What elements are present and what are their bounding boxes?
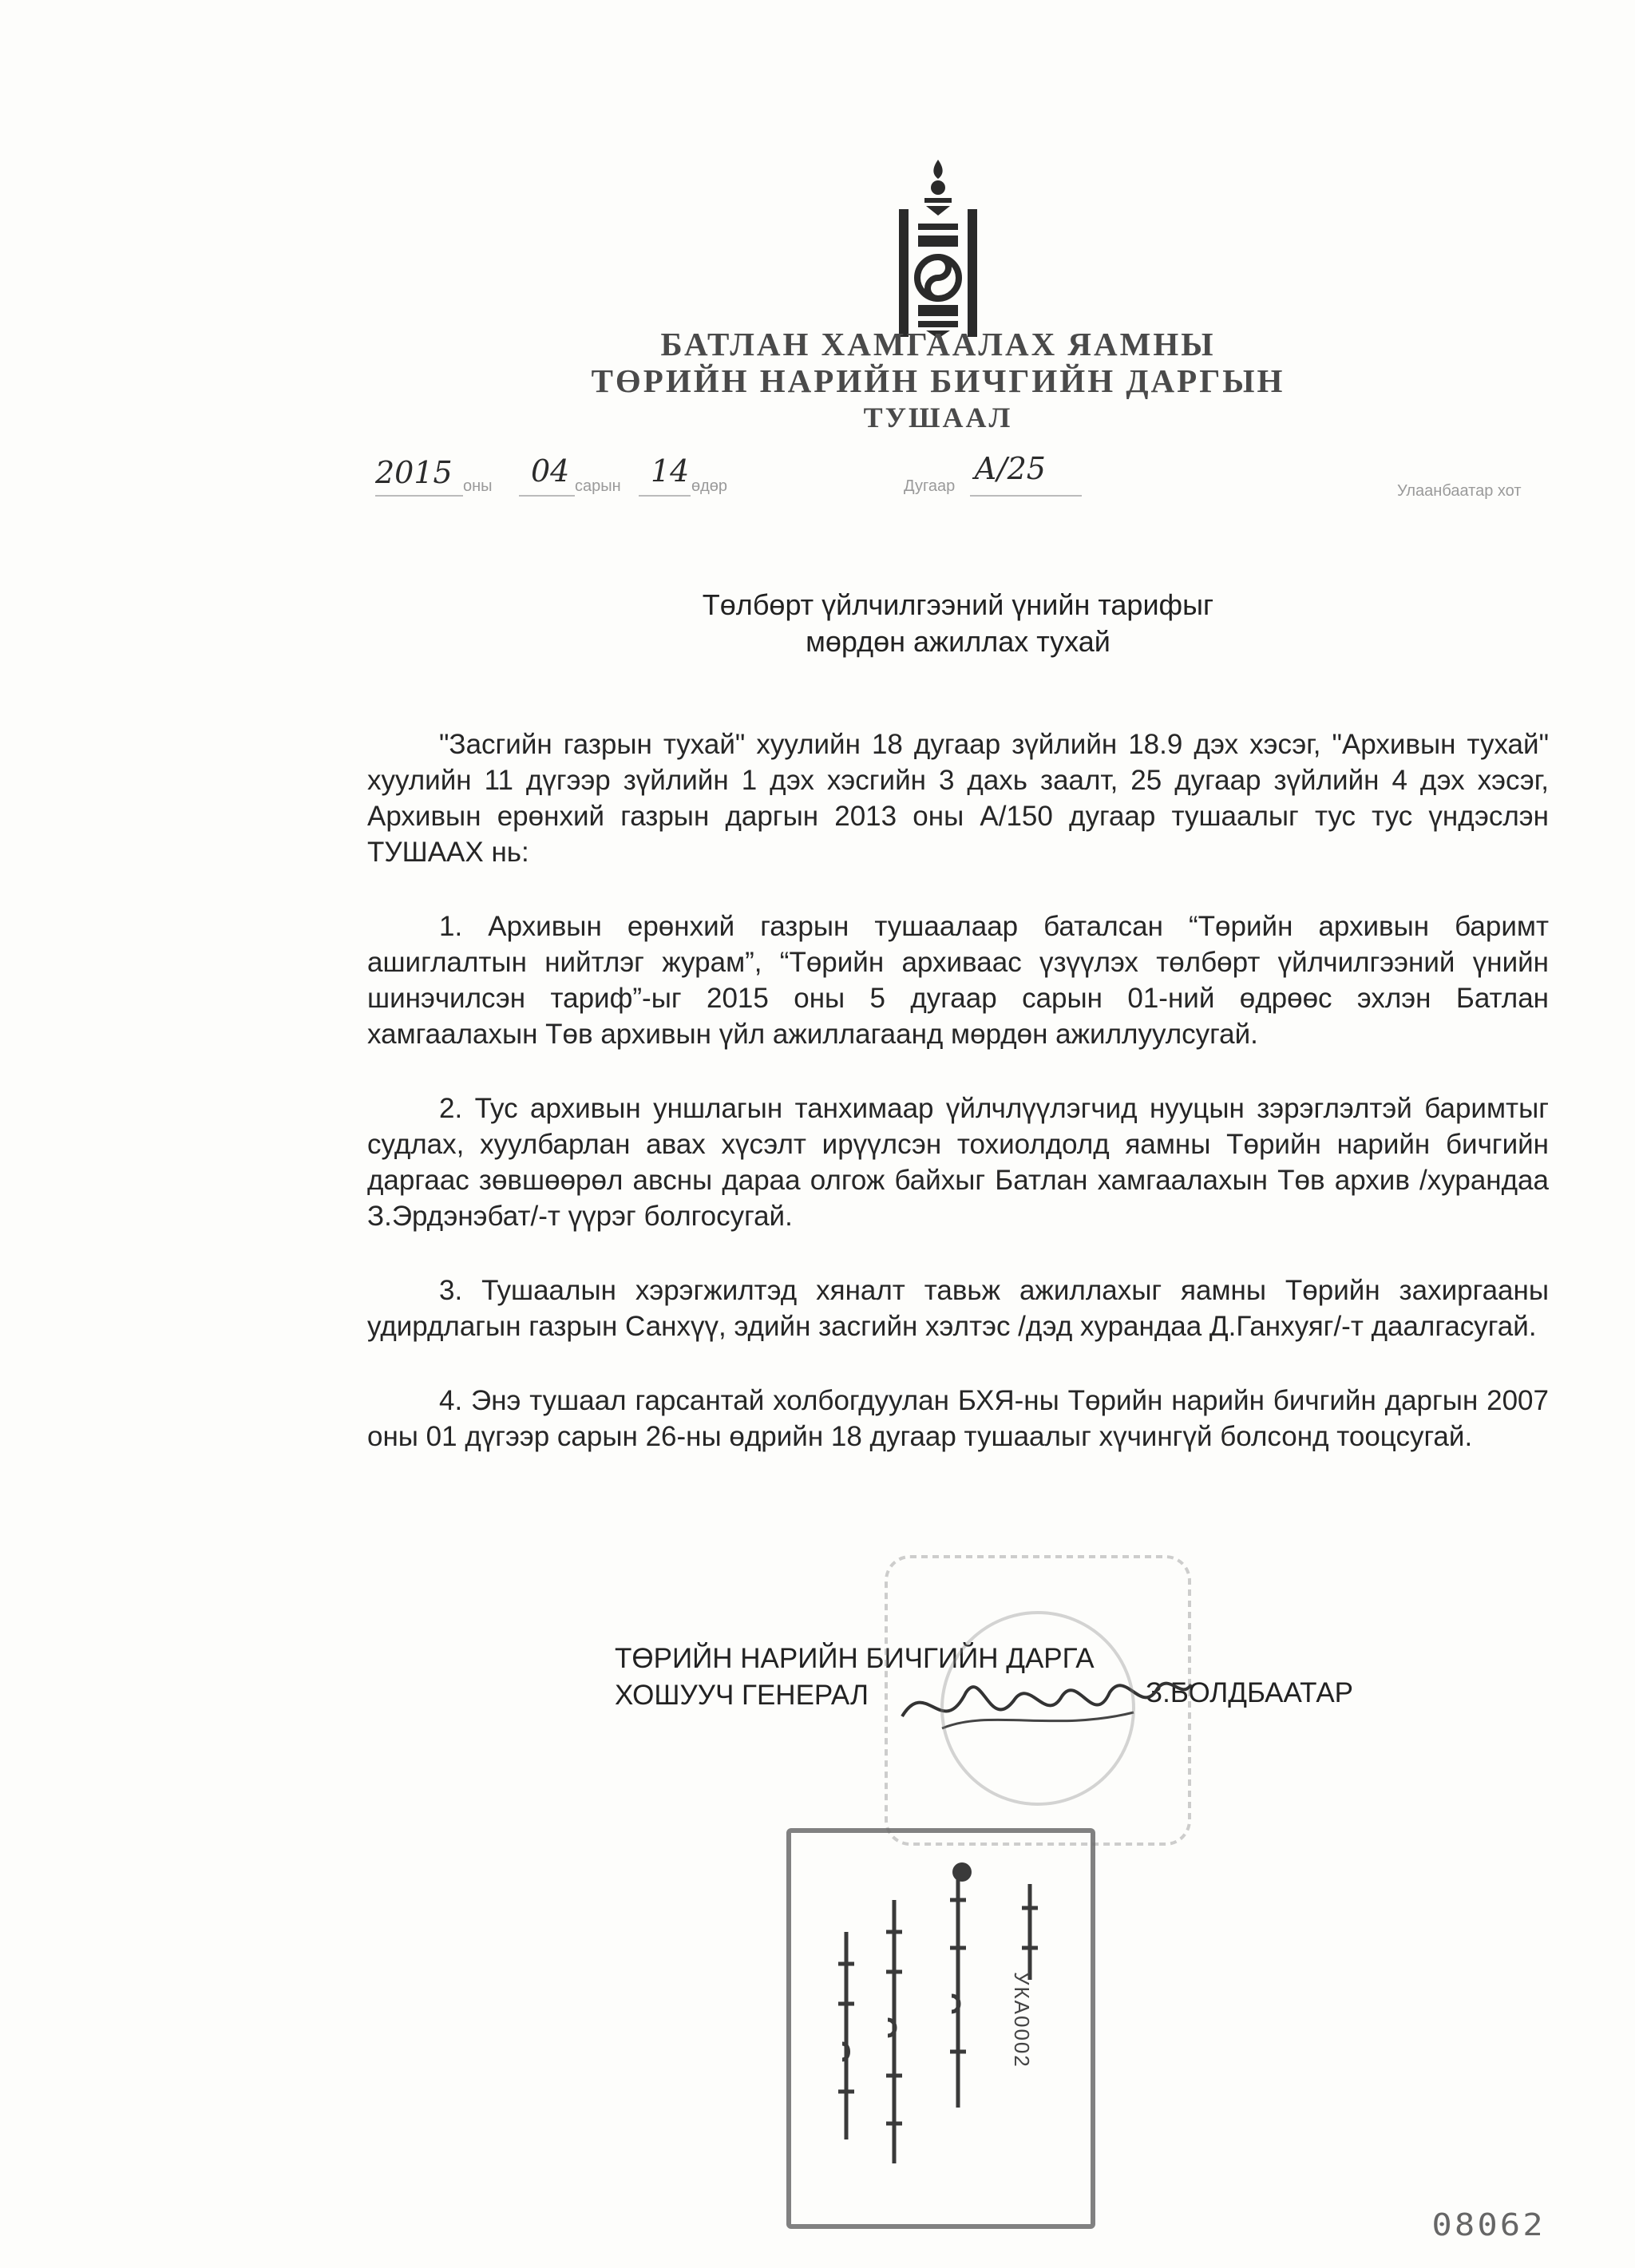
order-number: А/25 xyxy=(974,451,1046,486)
title-line-2: мөрдөн ажиллах тухай xyxy=(806,625,1110,658)
document-title xyxy=(479,587,1437,660)
body-item-2: 2. Тус архивын уншлагын танхимаар үйлчлүүлэгчид нууцын зэрэглэлтэй баримтыг судлах, хуулбарлан авах хүсэлт ирүүлсэн тохиолдолд яамны Төрийн нарийн бичгийн даргаас зөвшөөрөл авсны дараа олгож байхыг Батлан хамгаалахын Төв архив /хурандаа З.Эрдэнэбат/-т үүрэг болгосугай. xyxy=(367,1093,1549,1232)
date-day: 14 xyxy=(651,453,690,489)
order-number-label: Дугаар xyxy=(904,477,956,495)
official-seal xyxy=(870,1549,1205,1852)
document-body xyxy=(367,726,1549,1493)
date-month-label: сарын xyxy=(575,477,621,495)
body-item-3: 3. Тушаалын хэрэгжилтэд хяналт тавьж ажиллахыг яамны Төрийн захиргааны удирдлагын газрын Санхүү, эдийн засгийн хэлтэс /дэд хурандаа Д.Ганхуяг/-т даалгасугай. xyxy=(367,1275,1549,1342)
date-month: 04 xyxy=(531,453,570,489)
date-day-label: өдөр xyxy=(691,477,728,495)
header-office: ТӨРИЙН НАРИЙН БИЧГИЙН ДАРГЫН xyxy=(591,362,1285,399)
body-intro: "Засгийн газрын тухай" хуулийн 18 дугаар зүйлийн 18.9 дэх хэсэг, "Архивын тухай" хуулийн 11 дүгээр зүйлийн 1 дэх хэсгийн 3 дахь заалт, 25 дугаар зүйлийн 4 дэх хэсэг, Архивын ерөнхий газрын даргын 2013 оны А/150 дугаар тушаалыг тус тус үндэслэн ТУШААХ нь: xyxy=(367,729,1549,868)
title-line-1: Төлбөрт үйлчилгээний үнийн тарифыг xyxy=(702,588,1214,621)
date-year-label: оны xyxy=(463,477,493,495)
date-year: 2015 xyxy=(375,455,453,490)
signatory-rank: ХОШУУЧ ГЕНЕРАЛ xyxy=(615,1680,869,1711)
stamp-code: УКА0002 xyxy=(1010,1972,1034,2068)
document-header xyxy=(559,326,1317,436)
archive-page-number: 08062 xyxy=(1431,2207,1546,2242)
signatory-name: З.БОЛДБААТАР xyxy=(1146,1677,1354,1708)
signatory-position: ТӨРИЙН НАРИЙН БИЧГИЙН ДАРГА xyxy=(615,1643,1095,1674)
body-item-1: 1. Архивын ерөнхий газрын тушаалаар баталсан “Төрийн архивын баримт ашиглалтын нийтлэг журам”, “Төрийн архиваас үзүүлэх төлбөрт үйлчилгээний үнийн шинэчилсэн тариф”-ыг 2015 оны 5 дугаар сарын 01-ний өдрөөс эхлэн Батлан хамгаалахын Төв архивын үйл ажиллагаанд мөрдөн ажиллуулсугай. xyxy=(367,911,1549,1050)
city: Улаанбаатар хот xyxy=(1397,482,1522,500)
header-doc-type: ТУШААЛ xyxy=(863,402,1013,433)
body-item-4: 4. Энэ тушаал гарсантай холбогдуулан БХЯ-ны Төрийн нарийн бичгийн даргын 2007 оны 01 дүгээр сарын 26-ны өдрийн 18 дугаар тушаалыг хүчингүй болсонд тооцсугай. xyxy=(367,1385,1549,1452)
header-ministry: БАТЛАН ХАМГААЛАХ ЯАМНЫ xyxy=(660,326,1216,362)
